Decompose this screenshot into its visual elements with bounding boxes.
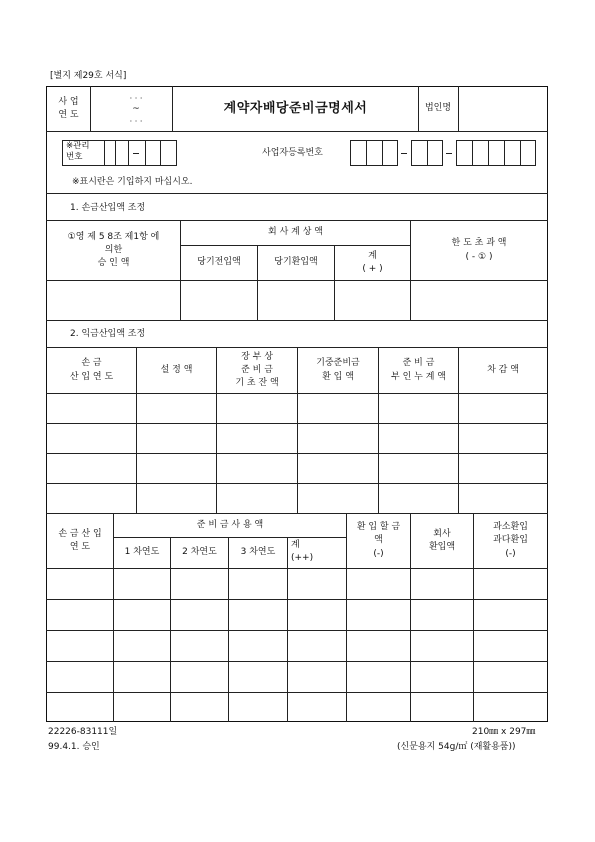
year-dots-top: · · · — [129, 94, 143, 103]
corp-name-field[interactable] — [459, 87, 547, 131]
mgmt-no-field[interactable] — [145, 140, 177, 166]
corp-name-label: 법인명 — [424, 103, 452, 114]
reg-no-label: 사업자등록번호 — [262, 148, 323, 158]
instruction-note: ※표시란은 기입하지 마십시오. — [72, 177, 193, 187]
form-id: [별지 제29호 서식] — [50, 71, 127, 81]
form-code: 22226-83111일 — [48, 727, 118, 737]
col-company-booked: 회 사 계 상 액 — [268, 227, 323, 238]
section2-heading: 2. 익금산입액 조정 — [70, 329, 146, 339]
col-reserve-usage: 준 비 금 사 용 액 — [196, 519, 264, 530]
col-prior-return: 기중준비금 환 입 액 — [316, 358, 360, 382]
col-accumulated-denial: 준 비 금 부 인 누 계 액 — [391, 358, 446, 382]
col-deduction-year-2: 손 금 산 입 연 도 — [58, 528, 102, 552]
year-dots-bottom: · · · — [129, 117, 143, 126]
col-return-due: 환 입 할 금 액 (-) — [356, 522, 401, 559]
col-limit-excess: 한 도 초 과 액 ( - ① ) — [451, 238, 507, 262]
col-deduction-year: 손 금 산 입 연 도 — [69, 358, 114, 382]
col-net-difference: 차 감 액 — [487, 364, 519, 375]
col-usage-total: 계 (++) — [291, 540, 314, 563]
reg-no-part3[interactable] — [456, 140, 536, 166]
paper-spec: (신문용지 54g/㎡ (재활용품)) — [397, 742, 516, 752]
year-tilde: ~ — [132, 104, 140, 114]
reg-no-part1[interactable] — [350, 140, 398, 166]
section1-heading: 1. 손금산입액 조정 — [70, 203, 146, 213]
paper-size: 210㎜ x 297㎜ — [472, 727, 536, 737]
form-title: 계약자배당준비금명세서 — [223, 100, 368, 116]
col-over-under-return: 과소환입 과다환입 (-) — [493, 522, 528, 559]
col-company-return: 회사 환입액 — [428, 528, 456, 552]
col-approved-amount: ①영 제 5 8조 제1항 에 의한 승 인 액 — [67, 231, 160, 269]
col-current-transfer-in: 당기전입액 — [197, 257, 241, 268]
col-current-return: 당기환입액 — [274, 257, 318, 268]
col-book-opening-balance: 장 부 상 준 비 금 기 초 잔 액 — [235, 351, 279, 389]
col-year-2: 2 차연도 — [182, 547, 217, 558]
col-total: 계 ( + ) — [362, 250, 383, 274]
approval-date: 99.4.1. 승인 — [48, 742, 100, 752]
col-year-1: 1 차연도 — [124, 547, 160, 558]
col-year-3: 3 차연도 — [240, 547, 276, 558]
col-setting-amount: 설 정 액 — [160, 364, 193, 375]
business-year-label: 사 업 연 도 — [58, 96, 79, 120]
mgmt-no-label: ※관리 번호 — [66, 141, 90, 163]
